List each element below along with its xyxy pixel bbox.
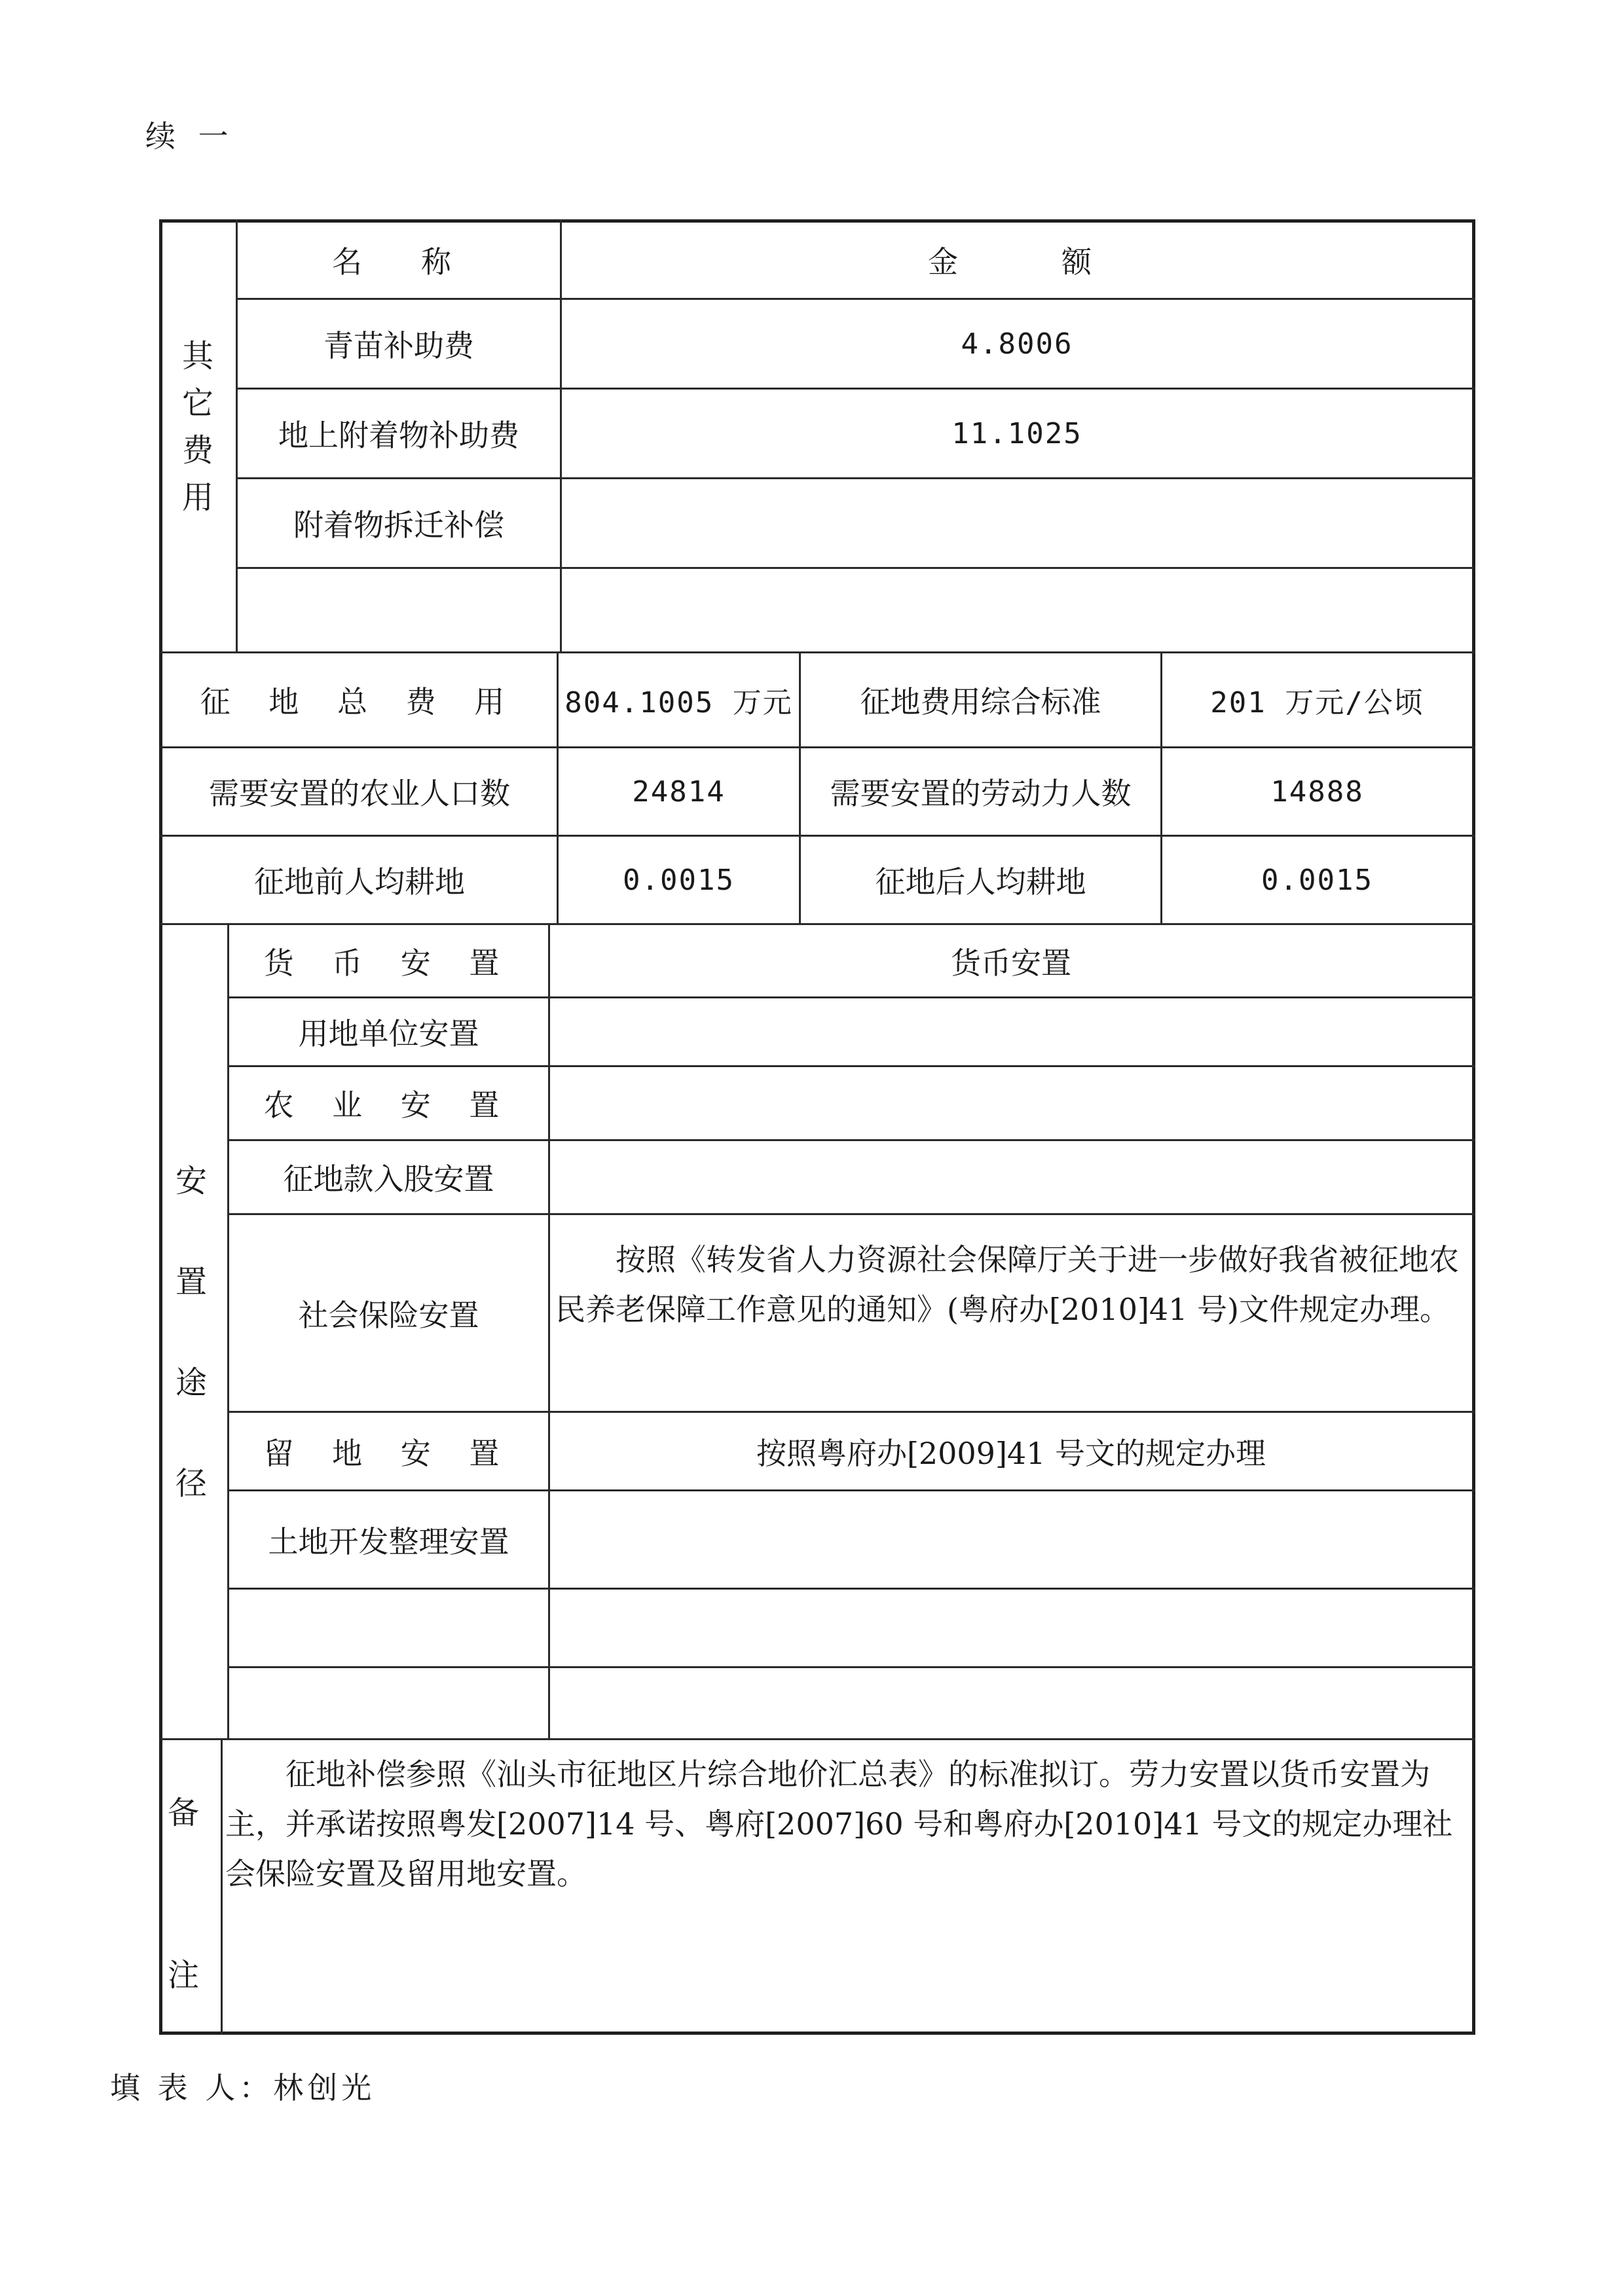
agri-population-label: 需要安置的农业人口数	[209, 776, 510, 811]
resettle-agri-value	[550, 1067, 1472, 1139]
resettle-equity-label: 征地款入股安置	[283, 1161, 494, 1197]
resettle-cash-value: 货币安置	[951, 945, 1071, 981]
other-costs-group-label: 其 它 费 用	[181, 338, 213, 516]
farmland-before-value: 0.0015	[623, 863, 735, 897]
resettle-social-insurance-label: 社会保险安置	[298, 1297, 479, 1333]
resettlement-group-label: 安 置 途 径	[175, 1163, 207, 1502]
resettle-agri-label: 农 业 安 置	[263, 1087, 514, 1123]
column-header-amount: 金 额	[928, 244, 1106, 280]
resettle-equity-value	[550, 1141, 1472, 1213]
resettle-cash-label: 货 币 安 置	[263, 945, 514, 981]
cost-amount-blank	[562, 569, 1472, 651]
agri-population-value: 24814	[632, 774, 726, 809]
cost-name-blank	[238, 569, 560, 651]
resettle-blank-label-1	[229, 1590, 548, 1666]
cost-amount-demolition	[562, 479, 1472, 567]
resettle-land-development-value	[550, 1491, 1472, 1588]
resettle-land-development-label: 土地开发整理安置	[268, 1523, 509, 1559]
resettle-retained-land-value: 按照粤府办[2009]41 号文的规定办理	[756, 1435, 1266, 1471]
cost-amount-seedling: 4.8006	[961, 327, 1073, 361]
cost-name-demolition: 附着物拆迁补偿	[293, 507, 504, 543]
column-header-name: 名 称	[332, 244, 466, 280]
remarks-label: 备 注	[167, 1795, 199, 1994]
remarks-text: 征地补偿参照《汕头市征地区片综合地价汇总表》的标准拟订。劳力安置以货币安置为主，并承诺按照粤发[2007]14 号、粤府[2007]60 号和粤府办[2010]41 号文的规定办理社会保险安置及留用地安置。	[225, 1757, 1453, 1891]
resettle-employer-value	[550, 998, 1472, 1065]
labor-count-value: 14888	[1270, 774, 1364, 809]
cost-name-attachments: 地上附着物补助费	[278, 418, 519, 453]
cost-name-seedling: 青苗补助费	[323, 328, 474, 363]
resettle-blank-label-2	[229, 1668, 548, 1738]
resettle-employer-label: 用地单位安置	[298, 1016, 479, 1051]
total-cost-value: 804.1005 万元	[564, 686, 793, 720]
form-filler: 填 表 人：林创光	[110, 2070, 376, 2105]
resettle-blank-value-1	[550, 1590, 1472, 1666]
cost-standard-label: 征地费用综合标准	[860, 684, 1101, 720]
labor-count-label: 需要安置的劳动力人数	[830, 776, 1132, 811]
farmland-after-label: 征地后人均耕地	[875, 864, 1086, 900]
resettle-social-insurance-value: 按照《转发省人力资源社会保障厅关于进一步做好我省被征地农民养老保障工作意见的通知》(粤府办[2010]41 号)文件规定办理。	[555, 1242, 1459, 1327]
farmland-before-label: 征地前人均耕地	[254, 864, 465, 900]
resettle-retained-land-label: 留 地 安 置	[263, 1435, 514, 1471]
cost-standard-value: 201 万元/公顷	[1210, 686, 1424, 720]
resettle-blank-value-2	[550, 1668, 1472, 1738]
total-cost-label: 征 地 总 费 用	[200, 684, 519, 720]
farmland-after-value: 0.0015	[1261, 863, 1373, 897]
cost-amount-attachments: 11.1025	[951, 416, 1082, 450]
continuation-label: 续 一	[145, 118, 235, 154]
